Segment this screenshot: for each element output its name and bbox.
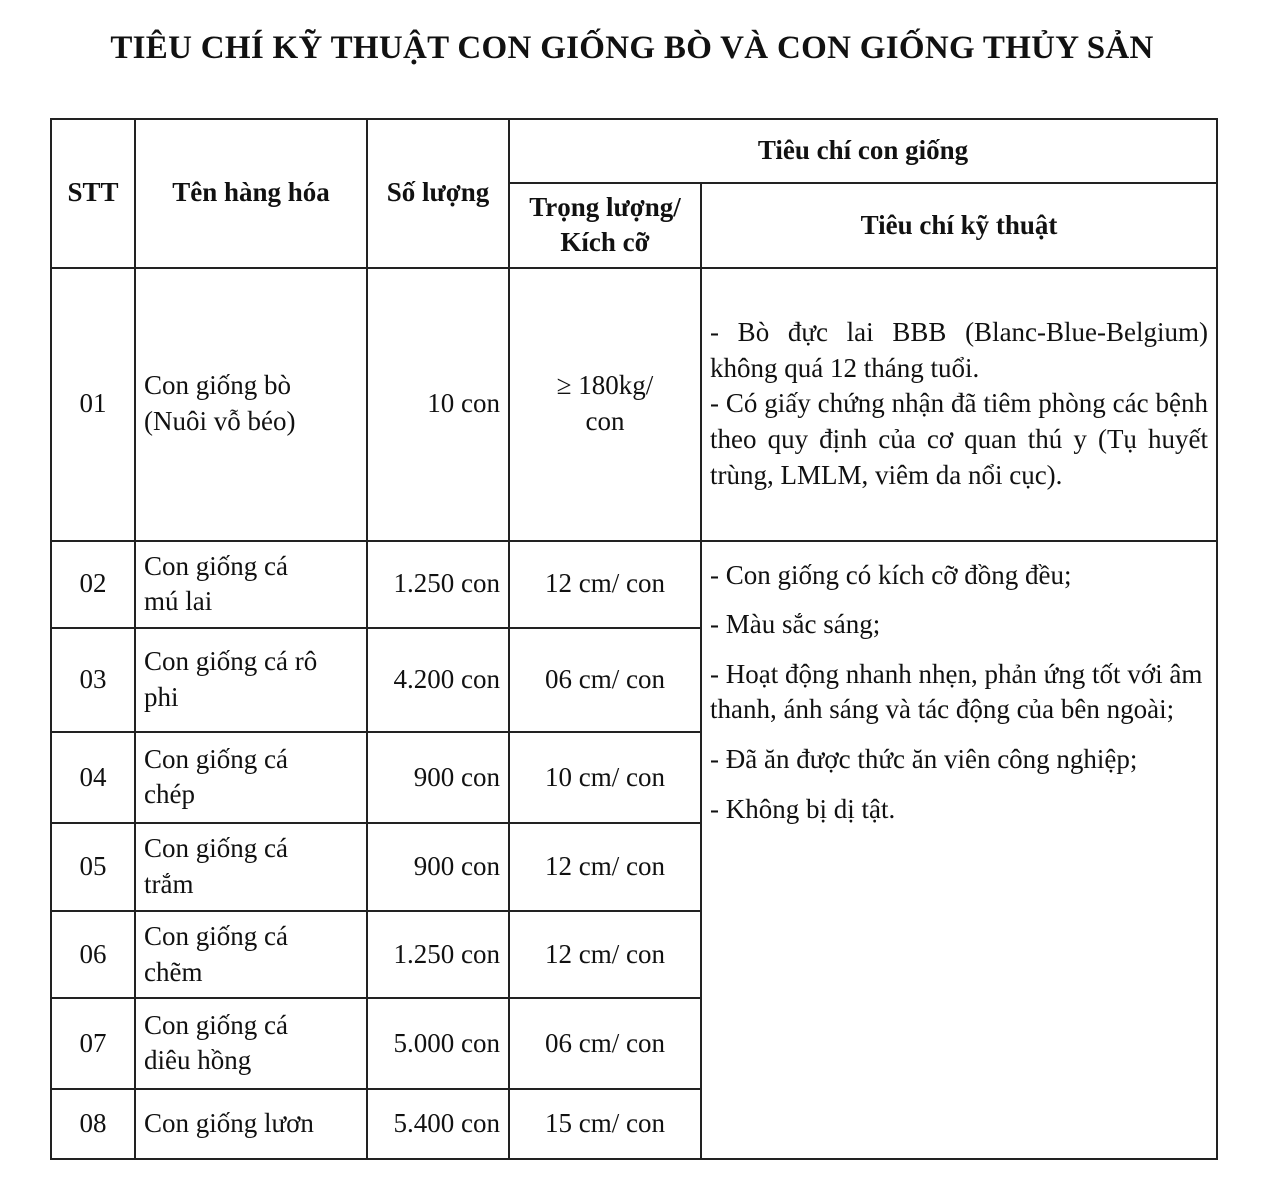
name-line: Con giống bò — [144, 370, 292, 401]
size-cell: 12 cm/ con — [509, 823, 701, 911]
quantity-cell: 900 con — [367, 823, 509, 911]
stt-cell: 05 — [51, 823, 135, 911]
name-cell — [135, 628, 367, 732]
quantity-cell: 5.400 con — [367, 1089, 509, 1159]
name-line: Con giống cá — [144, 550, 288, 581]
quantity-cell: 10 con — [367, 268, 509, 541]
name-line: Con giống cá — [144, 921, 288, 952]
table-row — [51, 268, 1217, 541]
criteria-item: - Con giống có kích cỡ đồng đều; — [710, 559, 1072, 590]
stt-cell: 07 — [51, 998, 135, 1088]
criteria-cattle-cell — [701, 268, 1217, 541]
criteria-item: - Hoạt động nhanh nhẹn, phản ứng tốt với âm thanh, ánh sáng và tác động của bên ngoài; — [710, 658, 1203, 725]
stt-cell: 03 — [51, 628, 135, 732]
quantity-cell: 5.000 con — [367, 998, 509, 1088]
stt-cell: 06 — [51, 911, 135, 998]
header-tieu-chi-ky-thuat: Tiêu chí kỹ thuật — [701, 183, 1217, 267]
size-cell — [509, 268, 701, 541]
stt-cell: 01 — [51, 268, 135, 541]
name-cell — [135, 823, 367, 911]
criteria-item: - Bò đực lai BBB (Blanc-Blue-Belgium) không quá 12 tháng tuổi. — [710, 317, 1209, 383]
name-line: phi — [144, 682, 179, 713]
header-trong-luong — [509, 183, 701, 267]
name-line: Con giống cá — [144, 1009, 288, 1040]
criteria-table — [50, 118, 1218, 1160]
criteria-fish-cell — [701, 541, 1217, 1159]
stt-cell: 04 — [51, 732, 135, 822]
quantity-cell: 1.250 con — [367, 541, 509, 628]
header-row-1 — [51, 119, 1217, 183]
name-line: trắm — [144, 868, 194, 899]
name-cell — [135, 732, 367, 822]
name-line: mú lai — [144, 586, 213, 617]
header-so-luong: Số lượng — [367, 119, 509, 268]
header-trong-luong-line1: Trọng lượng/ — [529, 191, 681, 222]
name-cell: Con giống lươn — [135, 1089, 367, 1159]
name-line: chép — [144, 779, 195, 810]
name-cell — [135, 911, 367, 998]
quantity-cell: 900 con — [367, 732, 509, 822]
header-ten-hang-hoa: Tên hàng hóa — [135, 119, 367, 268]
size-cell: 12 cm/ con — [509, 911, 701, 998]
name-line: Con giống cá — [144, 743, 288, 774]
name-cell — [135, 998, 367, 1088]
size-cell: 12 cm/ con — [509, 541, 701, 628]
quantity-cell: 4.200 con — [367, 628, 509, 732]
header-trong-luong-line2: Kích cỡ — [560, 227, 650, 258]
document-title: TIÊU CHÍ KỸ THUẬT CON GIỐNG BÒ VÀ CON GIỐNG THỦY SẢN — [110, 30, 1154, 66]
size-cell: 06 cm/ con — [509, 628, 701, 732]
size-cell: 10 cm/ con — [509, 732, 701, 822]
stt-cell: 08 — [51, 1089, 135, 1159]
name-line: Con giống cá — [144, 833, 288, 864]
quantity-cell: 1.250 con — [367, 911, 509, 998]
size-line: ≥ 180kg/ — [556, 370, 654, 401]
name-line: (Nuôi vỗ béo) — [144, 406, 296, 437]
size-cell: 15 cm/ con — [509, 1089, 701, 1159]
size-cell: 06 cm/ con — [509, 998, 701, 1088]
size-line: con — [585, 406, 625, 437]
criteria-item: - Có giấy chứng nhận đã tiêm phòng các bệnh theo quy định của cơ quan thú y (Tụ huyết trùng, LMLM, viêm da nổi cục). — [710, 388, 1209, 490]
name-cell — [135, 541, 367, 628]
criteria-item: - Đã ăn được thức ăn viên công nghiệp; — [710, 744, 1138, 775]
criteria-item: - Không bị dị tật. — [710, 793, 896, 824]
table-row — [51, 541, 1217, 628]
name-line: chẽm — [144, 956, 203, 987]
criteria-item: - Màu sắc sáng; — [710, 609, 881, 640]
name-cell — [135, 268, 367, 541]
header-tieu-chi-con-giong: Tiêu chí con giống — [509, 119, 1217, 183]
stt-cell: 02 — [51, 541, 135, 628]
name-line: diêu hồng — [144, 1045, 252, 1076]
name-line: Con giống cá rô — [144, 646, 318, 677]
header-stt: STT — [51, 119, 135, 268]
